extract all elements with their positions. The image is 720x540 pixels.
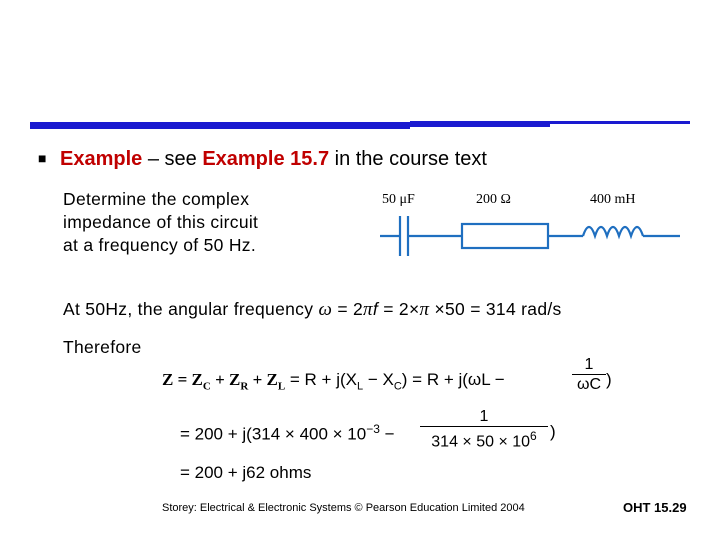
heading-suffix: in the course text (329, 148, 487, 170)
eq1-sub-l2: L (357, 380, 364, 393)
equation-line-3: = 200 + j62 ohms (180, 463, 312, 482)
example-label: Example (60, 148, 143, 170)
eq2-minus: − (379, 424, 395, 444)
resistor-label: 200 Ω (476, 192, 511, 207)
resistor-body (462, 224, 548, 248)
eq1-end: ) (606, 370, 612, 389)
f-symbol: f (372, 299, 379, 319)
angular-frequency-line (63, 298, 562, 321)
angular-tail: 50 = 314 rad/s (444, 299, 562, 319)
eq2-fraction (420, 408, 548, 451)
times-symbol-2: × (429, 299, 445, 319)
intro-line-1: Determine the complex (63, 189, 250, 209)
inductor-label: 400 mH (590, 192, 636, 207)
header-rule-thick (30, 122, 410, 129)
eq1-sub-r: R (240, 380, 249, 393)
slide-number: OHT 15.29 (623, 500, 687, 515)
eq1-minus: − X (363, 370, 394, 389)
eq2-frac-exp: 6 (530, 429, 537, 443)
heading-dash: – see (142, 148, 203, 170)
eq1-sub-c: C (202, 380, 211, 393)
square-bullet-icon: ■ (38, 150, 47, 166)
intro-line-3: at a frequency of 50 Hz. (63, 235, 257, 255)
angular-eq1: = 2 (332, 299, 364, 319)
eq2-frac-den-wrap (420, 426, 548, 451)
eq2-start: = 200 + j(314 × 400 × 10 (180, 424, 367, 444)
eq1-plus1: + Z (210, 370, 241, 389)
equation-line-1 (162, 370, 505, 392)
capacitor-label: 50 μF (382, 192, 415, 207)
eq1-frac-num: 1 (584, 356, 594, 373)
angular-eq2: = 2 (378, 299, 409, 319)
circuit-schematic (380, 188, 680, 268)
eq2-frac-num: 1 (479, 408, 489, 425)
header-rule-mid (410, 124, 550, 127)
footer-credit: Storey: Electrical & Electronic Systems © Pearson Education Limited 2004 (162, 502, 525, 514)
eq1-plus2: + Z (248, 370, 278, 389)
therefore-label: Therefore (63, 337, 142, 357)
eq1-sub-c2: C (393, 380, 402, 393)
eq2-end: ) (550, 422, 556, 441)
intro-text (63, 188, 258, 257)
pi-symbol-2: π (419, 299, 430, 320)
pi-symbol-1: π (363, 299, 373, 320)
eq1-frac-den: ωC (572, 374, 606, 394)
eq1-fraction (572, 356, 606, 394)
eq2-exp: −3 (366, 422, 380, 436)
circuit-diagram (380, 188, 680, 268)
eq1-sub-l: L (277, 380, 286, 393)
intro-line-2: impedance of this circuit (63, 212, 259, 232)
eq2-frac-den: 314 × 50 × 10 (431, 433, 531, 451)
eq1-close: ) = R + j(ωL − (401, 370, 505, 389)
example-heading (38, 148, 487, 171)
inductor-coil (583, 227, 643, 236)
omega-symbol: ω (318, 299, 333, 320)
angular-text: At 50Hz, the angular frequency (63, 299, 314, 319)
example-ref: Example 15.7 (202, 148, 330, 170)
equation-line-2 (180, 422, 395, 445)
eq1-lhs: Z = Z (162, 370, 203, 389)
eq1-eq: = R + j(X (285, 370, 357, 389)
times-symbol-1: × (408, 299, 420, 319)
